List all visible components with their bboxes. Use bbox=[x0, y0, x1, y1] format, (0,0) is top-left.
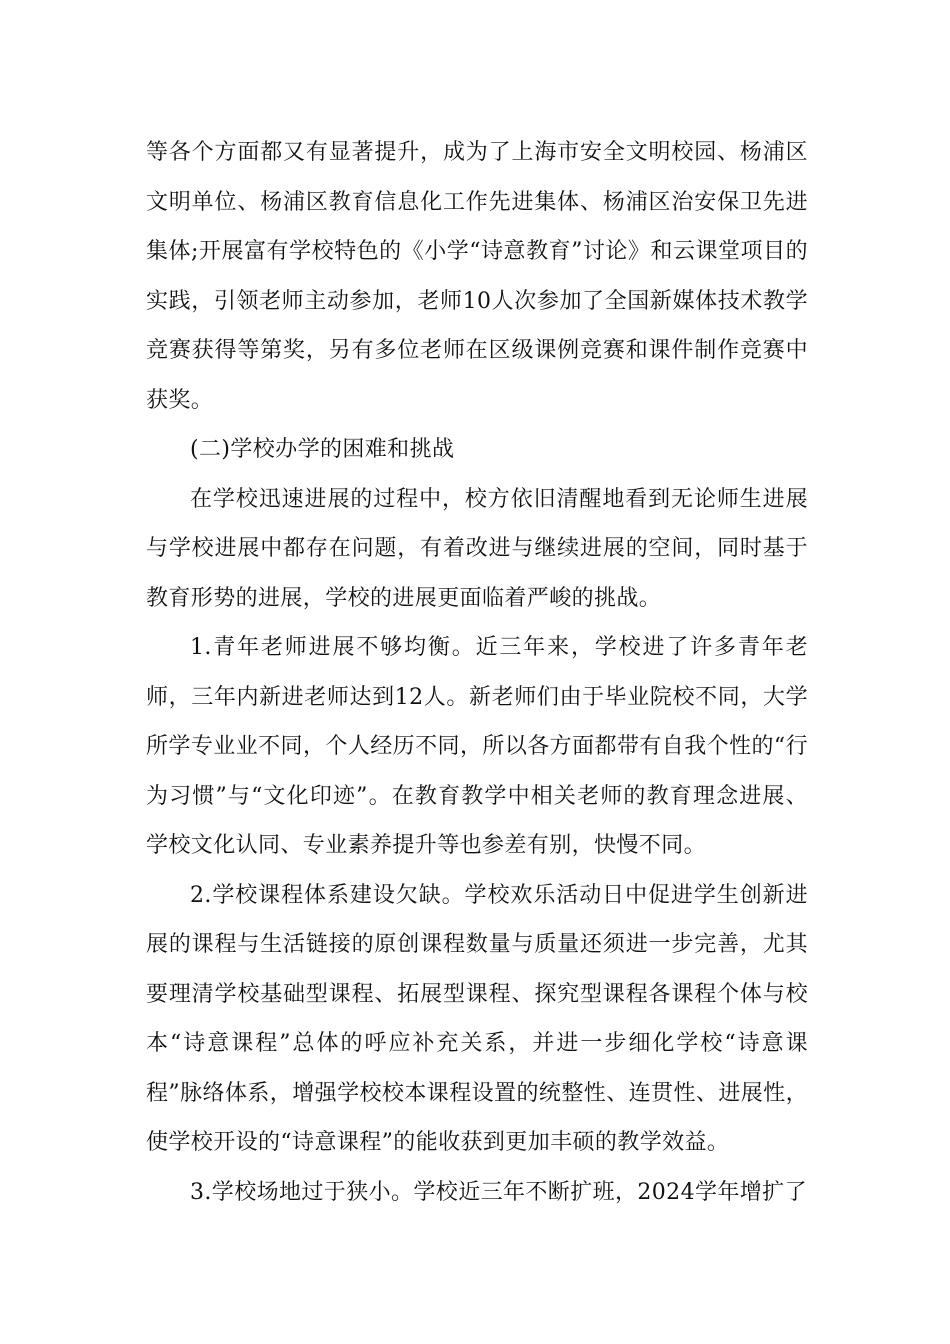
paragraph-item-3-space: 3.学校场地过于狭小。学校近三年不断扩班，2024学年增扩了 bbox=[190, 1179, 807, 1205]
paragraph-challenges-intro: 在学校迅速进展的过程中，校方依旧清醒地看到无论师生进展与学校进展中都存在问题，有着改进与继续进展的空间，同时基于教育形势的进展，学校的进展更面临着严峻的挑战。 bbox=[146, 486, 808, 611]
document-body bbox=[146, 128, 808, 1217]
section-heading-difficulties: (二)学校办学的困难和挑战 bbox=[190, 437, 455, 462]
paragraph-item-1-young-teachers: 1.青年老师进展不够均衡。近三年来，学校进了许多青年老师，三年内新进老师达到12人。新老师们由于毕业院校不同，大学所学专业业不同，个人经历不同，所以各方面都带有自我个性的“行为习惯”与“文化印迹”。在教育教学中相关老师的教育理念进展、学校文化认同、专业素养提升等也参差有别，快慢不同。 bbox=[146, 635, 808, 858]
paragraph-achievements: 等各个方面都又有显著提升，成为了上海市安全文明校园、杨浦区文明单位、杨浦区教育信息化工作先进集体、杨浦区治安保卫先进集体;开展富有学校特色的《小学“诗意教育”讨论》和云课堂项目的实践，引领老师主动参加，老师10人次参加了全国新媒体技术教学竞赛获得等第奖，另有多位老师在区级课例竞赛和课件制作竞赛中获奖。 bbox=[146, 140, 808, 413]
paragraph-item-2-curriculum: 2.学校课程体系建设欠缺。学校欢乐活动日中促进学生创新进展的课程与生活链接的原创课程数量与质量还须进一步完善，尤其要理清学校基础型课程、拓展型课程、探究型课程各课程个体与校本“诗意课程”总体的呼应补充关系，并进一步细化学校“诗意课程”脉络体系，增强学校校本课程设置的统整性、连贯性、进展性，使学校开设的“诗意课程”的能收获到更加丰硕的教学效益。 bbox=[146, 882, 808, 1155]
